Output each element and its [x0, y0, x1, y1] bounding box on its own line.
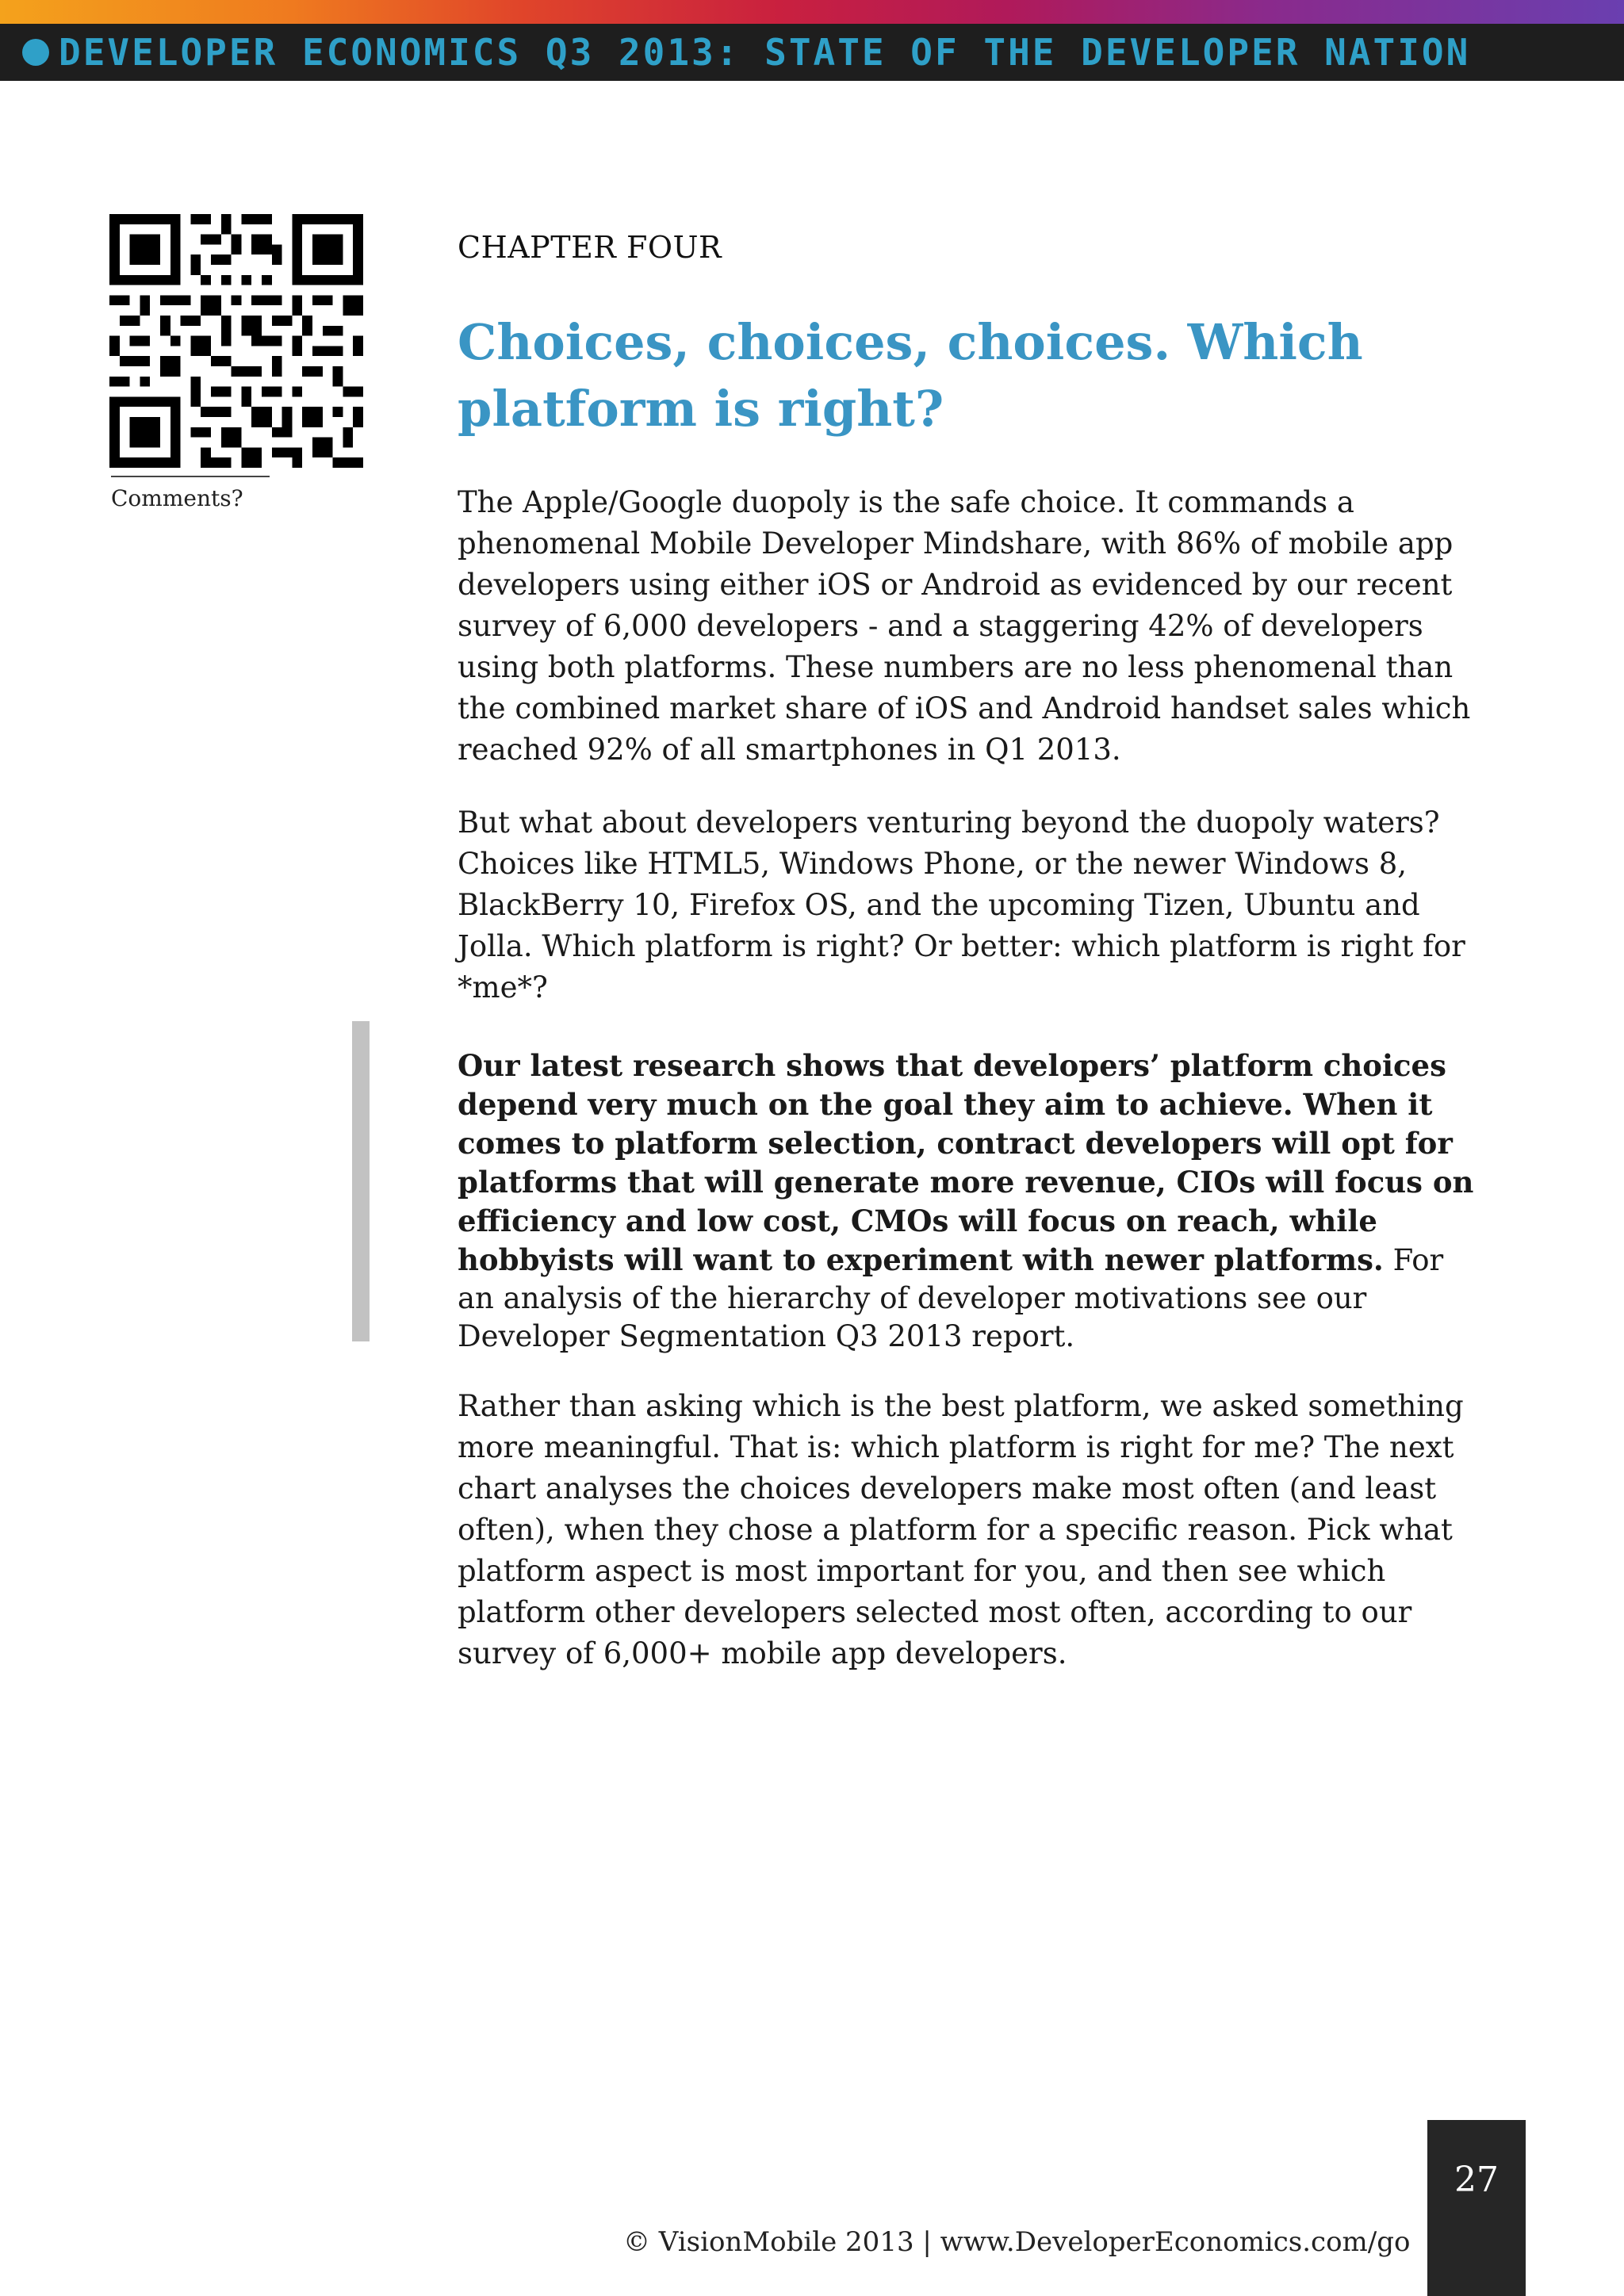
header-title: DEVELOPER ECONOMICS Q3 2013: STATE OF THE DEVELOPER NATION [59, 31, 1471, 74]
qr-code-icon[interactable] [109, 214, 363, 468]
main-content [458, 230, 1480, 1674]
research-highlight-rest: For an analysis of the hierarchy of developer motivations see our Developer Segmentation Q3 2013 report. [458, 1243, 1444, 1353]
top-color-strip [0, 0, 1624, 24]
chapter-label: CHAPTER FOUR [458, 230, 722, 265]
paragraph-duopoly: The Apple/Google duopoly is the safe choice. It commands a phenomenal Mobile Developer Mindshare, with 86% of mobile app developers using either iOS or Android as evidenced by our recent survey of 6,000 developers - and a staggering 42% of developers using both platforms. These numbers are no less phenomenal than the combined market share of iOS and Android handset sales which reached 92% of all smartphones in Q1 2013. [458, 485, 1471, 767]
header-bar [0, 24, 1624, 81]
highlight-bar [352, 1021, 370, 1341]
qr-divider [111, 476, 270, 477]
page-title: Choices, choices, choices. Which platform is right? [458, 313, 1363, 438]
research-highlight-bold: Our latest research shows that developers’ platform choices depend very much on the goal they aim to achieve. When it comes to platform selection, contract developers will opt for platforms that will generate more revenue, CIOs will focus on efficiency and low cost, CMOs will focus on reach, while hobbyists will want to experiment with newer platforms. [458, 1048, 1474, 1277]
page-number-box [1427, 2120, 1526, 2296]
paragraph-beyond-duopoly: But what about developers venturing beyond the duopoly waters? Choices like HTML5, Windows Phone, or the newer Windows 8, BlackBerry 10, Firefox OS, and the upcoming Tizen, Ubuntu and Jolla. Which platform is right? Or better: which platform is right for *me*? [458, 806, 1465, 1004]
paragraph-research-highlight [458, 1047, 1480, 1356]
header-dot-icon [22, 39, 49, 66]
comments-caption[interactable]: Comments? [111, 485, 243, 511]
footer-copyright[interactable]: © VisionMobile 2013 | www.DeveloperEconomics.com/go [623, 2226, 1411, 2258]
page-number: 27 [1454, 2160, 1499, 2200]
paragraph-which-platform: Rather than asking which is the best platform, we asked something more meaningful. That is: which platform is right for me? The next chart analyses the choices developers make most often (and least often), when they chose a platform for a specific reason. Pick what platform aspect is most important for you, and then see which platform other developers selected most often, according to our survey of 6,000+ mobile app developers. [458, 1389, 1464, 1670]
